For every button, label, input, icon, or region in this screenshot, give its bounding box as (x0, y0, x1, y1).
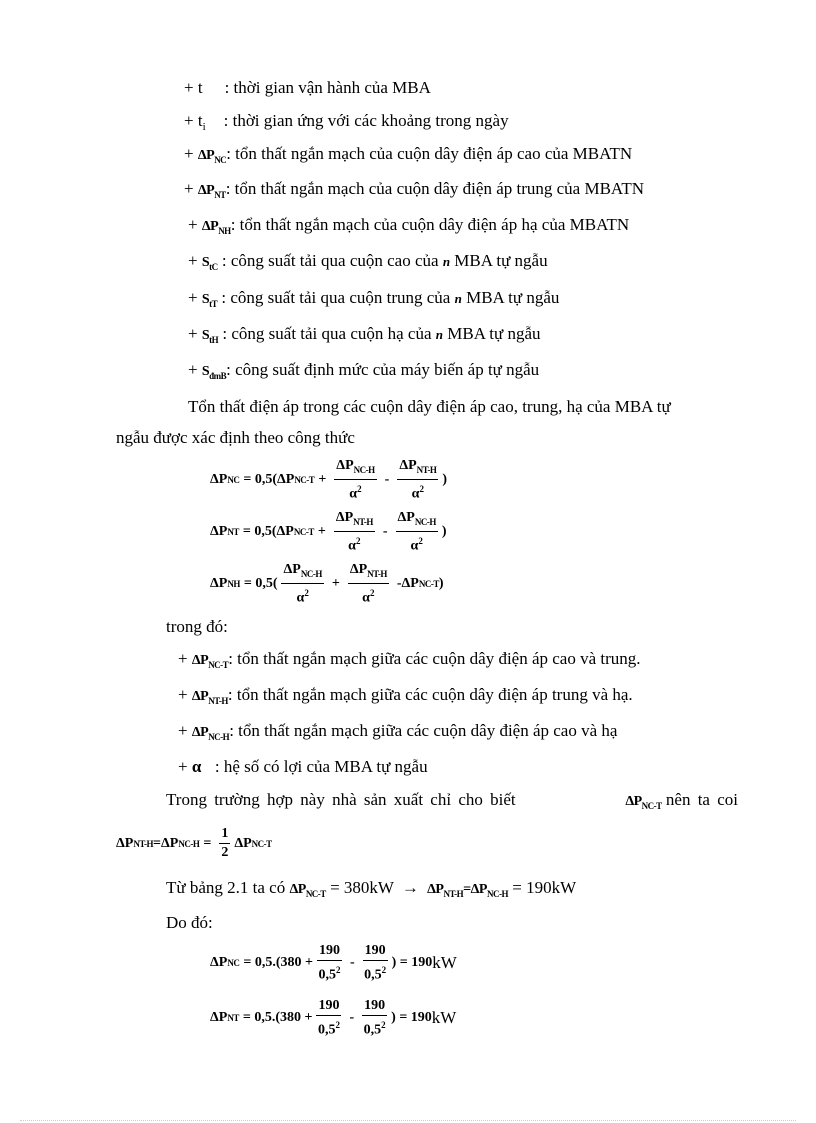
def-stc: + $S_{tC}$ : công suất tải qua cuộn cao của n MBA tự ngẫu (188, 251, 548, 272)
def-sth: + $S_{tH}$ : công suất tải qua cuộn hạ của n MBA tự ngẫu (188, 324, 541, 345)
def-alpha: + α : hệ số có lợi của MBA tự ngẫu (178, 757, 428, 776)
calc-dpnc: ΔP NC = 0,5.(380 + $\frac{190}{0,5^2}$ - $\frac{190}{0,5^2}$ ) = 190 kW (210, 943, 457, 983)
formula-half: ΔP NT-H =ΔP NC-H = $\frac{1}{2}$ ΔP NC-T (116, 826, 272, 860)
para2: Trong trường hợp này nhà sản xuất chỉ cho biết $\Delta P_{NC-T}$ nên ta coi (166, 790, 738, 811)
para1-line1: Tổn thất điện áp trong các cuộn dây điện áp cao, trung, hạ của MBA tự (188, 397, 671, 416)
def-stt: + $S_{tT}$ : công suất tải qua cuộn trung của n MBA tự ngẫu (188, 288, 560, 309)
def-t: + t : thời gian vận hành của MBA (184, 78, 431, 97)
do-do: Do đó: (166, 913, 213, 932)
def-dpnt: + $\Delta P_{NT}$: tổn thất ngắn mạch của cuộn dây điện áp trung của MBATN (184, 179, 644, 200)
trong-do: trong đó: (166, 617, 228, 636)
def-dpnth: + $\Delta P_{NT-H}$: tổn thất ngắn mạch giữa các cuộn dây điện áp trung và hạ. (178, 685, 633, 706)
def-dpnct: + $\Delta P_{NC-T}$: tổn thất ngắn mạch giữa các cuộn dây điện áp cao và trung. (178, 649, 641, 670)
formula-dpnt: ΔP NT = 0,5(ΔP NC-T + $\frac{\Delta P_{NT-H}}{\alpha^2}$ - $\frac{\Delta P_{NC-H}}{\alpha^2}$ ) (210, 510, 447, 554)
def-dpnc: + $\Delta P_{NC}$: tổn thất ngắn mạch của cuộn dây điện áp cao của MBATN (184, 144, 633, 165)
page-bottom-rule (20, 1120, 796, 1121)
def-sdmb: + $S_{đmB}$: công suất định mức của máy biến áp tự ngẫu (188, 360, 540, 381)
arrow-right-icon: → (401, 878, 419, 897)
def-dpnch: + $\Delta P_{NC-H}$: tổn thất ngắn mạch giữa các cuộn dây điện áp cao và hạ (178, 721, 618, 742)
para1-line2: ngẫu được xác định theo công thức (116, 428, 355, 447)
def-dpnh: + $\Delta P_{NH}$: tổn thất ngắn mạch của cuộn dây điện áp hạ của MBATN (188, 215, 630, 236)
def-ti: + $t_i$ : thời gian ứng với các khoảng trong ngày (184, 111, 509, 133)
formula-dpnc: ΔP NC = 0,5(ΔP NC-T + $\frac{\Delta P_{NC-H}}{\alpha^2}$ - $\frac{\Delta P_{NT-H}}{\alpha^2}$ ) (210, 458, 448, 502)
calc-dpnt: ΔP NT = 0,5.(380 + $\frac{190}{0,5^2}$ - $\frac{190}{0,5^2}$ ) = 190 kW (210, 998, 457, 1038)
formula-dpnh: ΔP NH = 0,5( $\frac{\Delta P_{NC-H}}{\alpha^2}$ + $\frac{\Delta P_{NT-H}}{\alpha^2}$ -ΔP NC-T ) (210, 562, 444, 606)
from-table: Từ bảng 2.1 ta có $\Delta P_{NC-T} = 380kW \to \Delta P_{NT-H}=\Delta P_{NC-H} = 190kW$ (166, 878, 577, 899)
